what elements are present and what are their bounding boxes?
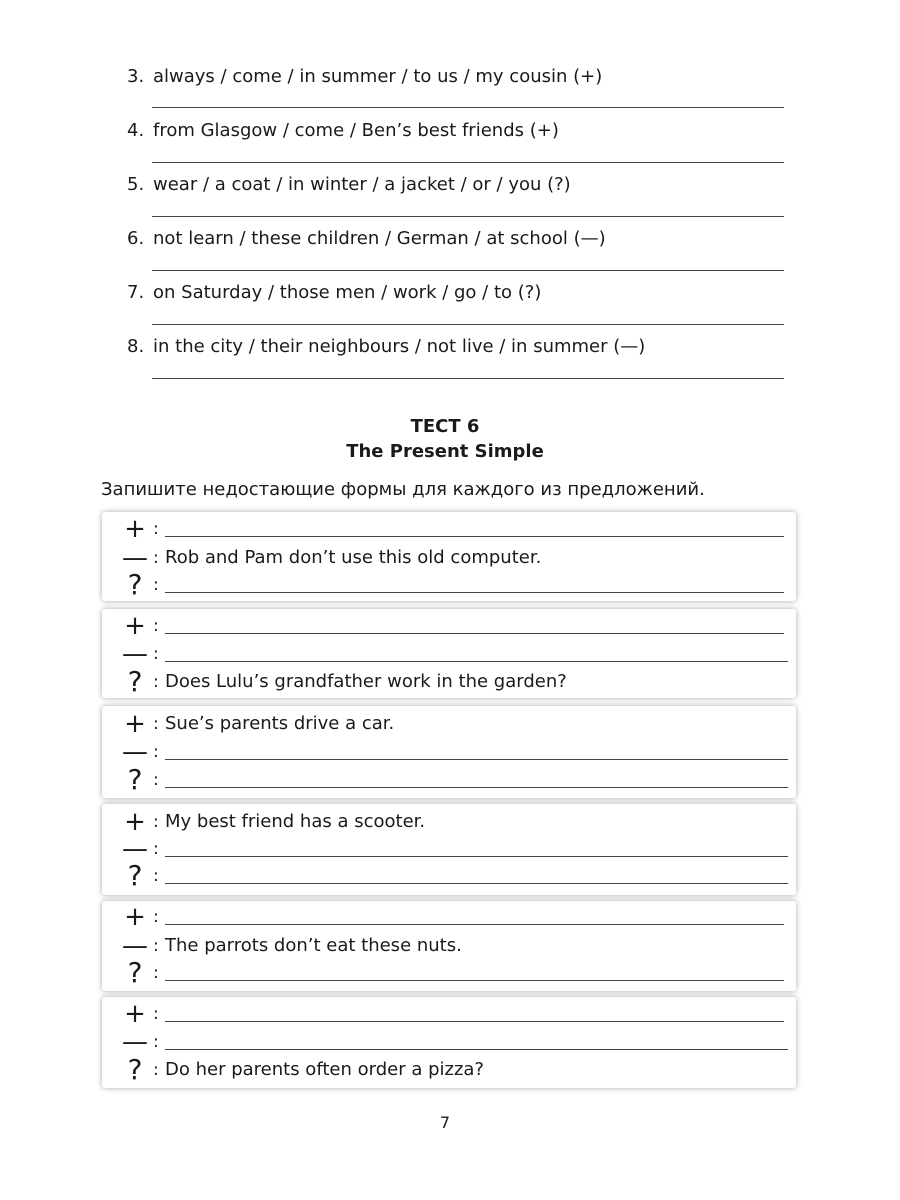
answer-line[interactable] <box>165 633 784 634</box>
exercise-box-1 <box>102 512 796 601</box>
colon: : <box>153 519 159 539</box>
question-row <box>102 859 796 892</box>
exercise-number: 5. <box>127 174 145 195</box>
colon: : <box>153 672 159 692</box>
given-sentence: Do her parents often order a pizza? <box>165 1059 484 1080</box>
colon: : <box>153 644 159 664</box>
colon: : <box>153 1032 159 1052</box>
exercise-5 <box>127 174 571 196</box>
question-symbol: ? <box>127 665 143 698</box>
answer-line[interactable] <box>165 924 784 925</box>
exercise-number: 4. <box>127 120 145 141</box>
answer-line[interactable] <box>152 216 784 217</box>
plus-symbol: + <box>124 807 146 837</box>
colon: : <box>153 575 159 595</box>
answer-line[interactable] <box>152 378 784 379</box>
plus-row <box>102 1001 796 1027</box>
minus-symbol: — <box>122 639 148 669</box>
minus-row <box>102 1029 796 1055</box>
colon: : <box>153 548 159 568</box>
colon: : <box>153 907 159 927</box>
question-row <box>102 956 796 989</box>
minus-row <box>102 836 796 862</box>
exercise-text: not learn / these children / German / at school (—) <box>153 228 606 249</box>
plus-row <box>102 613 796 639</box>
question-symbol: ? <box>127 763 143 796</box>
plus-row <box>102 516 796 542</box>
answer-line[interactable] <box>165 1021 784 1022</box>
exercise-number: 6. <box>127 228 145 249</box>
exercise-box-4 <box>102 804 796 895</box>
colon: : <box>153 866 159 886</box>
answer-line[interactable] <box>165 856 788 857</box>
question-symbol: ? <box>127 956 143 989</box>
given-sentence: The parrots don’t eat these nuts. <box>165 935 462 956</box>
exercise-text: on Saturday / those men / work / go / to (?) <box>153 282 542 303</box>
colon: : <box>153 1060 159 1080</box>
colon: : <box>153 839 159 859</box>
exercise-box-2 <box>102 609 796 698</box>
question-symbol: ? <box>127 1053 143 1086</box>
exercise-text: always / come / in summer / to us / my cousin (+) <box>153 66 603 87</box>
colon: : <box>153 1004 159 1024</box>
answer-line[interactable] <box>165 661 788 662</box>
answer-line[interactable] <box>165 759 788 760</box>
minus-symbol: — <box>122 834 148 864</box>
exercise-box-6 <box>102 997 796 1088</box>
minus-symbol: — <box>122 543 148 573</box>
exercise-text: from Glasgow / come / Ben’s best friends (+) <box>153 120 559 141</box>
plus-row <box>102 711 796 737</box>
answer-line[interactable] <box>165 980 784 981</box>
plus-row <box>102 904 796 930</box>
minus-row <box>102 933 796 959</box>
question-symbol: ? <box>127 859 143 892</box>
exercise-box-3 <box>102 706 796 798</box>
exercise-text: wear / a coat / in winter / a jacket / or / you (?) <box>153 174 571 195</box>
minus-row <box>102 739 796 765</box>
plus-symbol: + <box>124 709 146 739</box>
minus-symbol: — <box>122 931 148 961</box>
colon: : <box>153 770 159 790</box>
instruction: Запишите недостающие формы для каждого из предложений. <box>101 479 705 500</box>
exercise-text: in the city / their neighbours / not live / in summer (—) <box>153 336 646 357</box>
answer-line[interactable] <box>165 787 788 788</box>
minus-row <box>102 641 796 667</box>
question-symbol: ? <box>127 568 143 601</box>
exercise-3 <box>127 66 602 88</box>
exercise-number: 3. <box>127 66 145 87</box>
question-row <box>102 568 796 601</box>
answer-line[interactable] <box>165 536 784 537</box>
colon: : <box>153 812 159 832</box>
answer-line[interactable] <box>165 883 788 884</box>
minus-symbol: — <box>122 737 148 767</box>
question-row <box>102 1053 796 1086</box>
colon: : <box>153 616 159 636</box>
plus-symbol: + <box>124 999 146 1029</box>
exercise-6 <box>127 228 606 250</box>
given-sentence: Does Lulu’s grandfather work in the garden? <box>165 671 567 692</box>
page-number: 7 <box>439 1113 451 1132</box>
plus-symbol: + <box>124 514 146 544</box>
colon: : <box>153 714 159 734</box>
exercise-box-5 <box>102 901 796 991</box>
exercise-8 <box>127 336 645 358</box>
plus-symbol: + <box>124 902 146 932</box>
given-sentence: Sue’s parents drive a car. <box>165 713 395 734</box>
answer-line[interactable] <box>165 1049 788 1050</box>
answer-line[interactable] <box>152 107 784 108</box>
answer-line[interactable] <box>165 592 784 593</box>
question-row <box>102 763 796 796</box>
colon: : <box>153 742 159 762</box>
answer-line[interactable] <box>152 162 784 163</box>
answer-line[interactable] <box>152 270 784 271</box>
given-sentence: Rob and Pam don’t use this old computer. <box>165 547 542 568</box>
exercise-number: 8. <box>127 336 145 357</box>
test-subtitle: The Present Simple <box>346 441 544 462</box>
minus-symbol: — <box>122 1027 148 1057</box>
given-sentence: My best friend has a scooter. <box>165 811 426 832</box>
minus-row <box>102 545 796 571</box>
colon: : <box>153 936 159 956</box>
exercise-number: 7. <box>127 282 145 303</box>
test-title: ТЕСТ 6 <box>410 416 480 437</box>
answer-line[interactable] <box>152 324 784 325</box>
colon: : <box>153 963 159 983</box>
exercise-7 <box>127 282 541 304</box>
plus-row <box>102 809 796 835</box>
question-row <box>102 665 796 698</box>
plus-symbol: + <box>124 611 146 641</box>
exercise-4 <box>127 120 559 142</box>
